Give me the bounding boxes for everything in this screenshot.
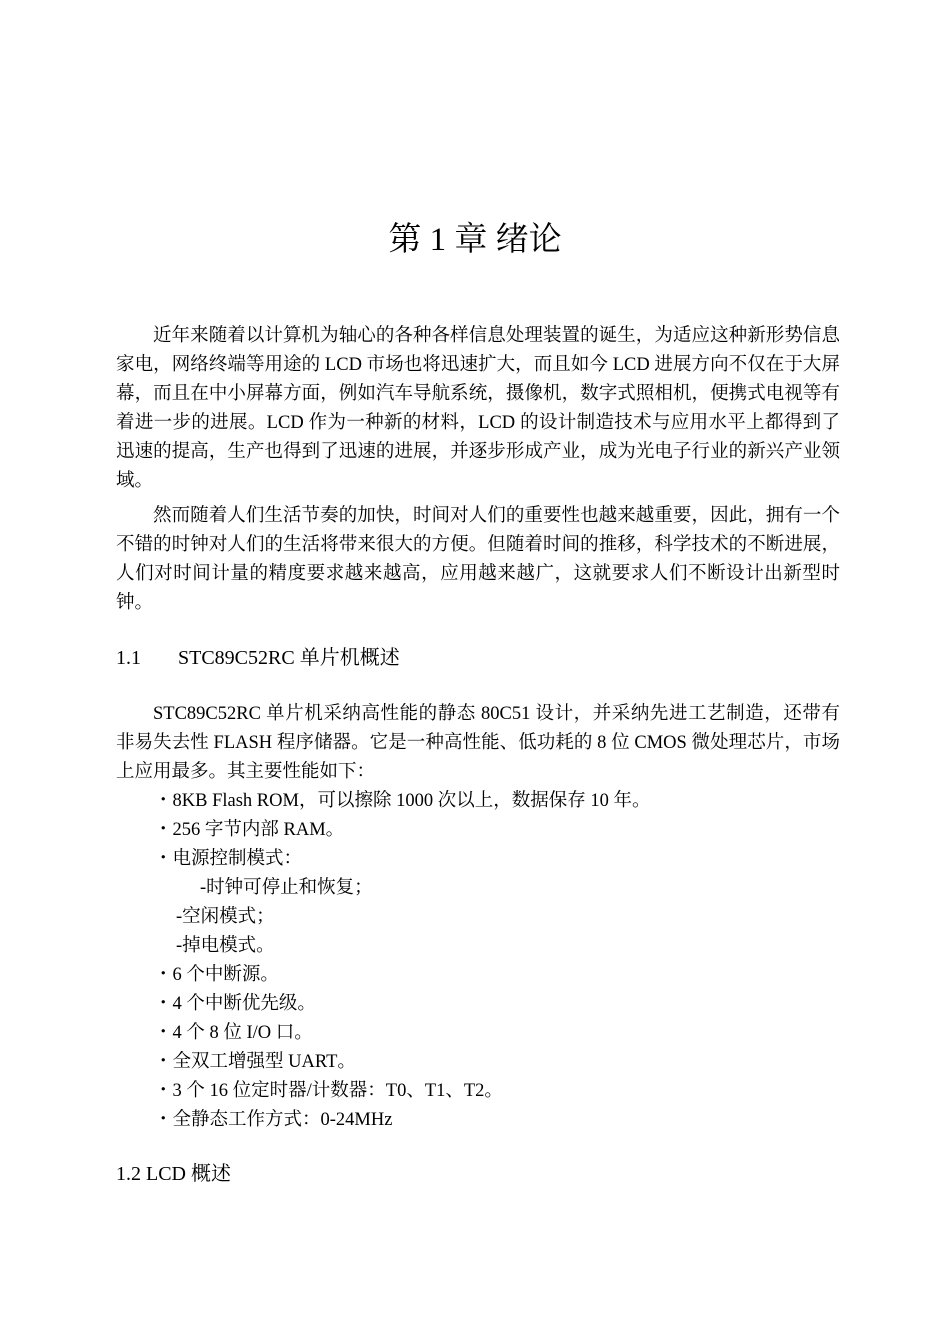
feature-item: ・全双工增强型 UART。	[154, 1052, 356, 1072]
section-heading-1-2: 1.2 LCD 概述	[116, 1163, 231, 1185]
feature-subitem: -空闲模式；	[176, 907, 275, 927]
feature-item: ・4 个中断优先级。	[154, 994, 316, 1014]
feature-item: ・全静态工作方式：0-24MHz	[154, 1110, 393, 1130]
section-heading-1-1	[116, 644, 400, 672]
mcu-paragraph: STC89C52RC 单片机采纳高性能的静态 80C51 设计，并采纳先进工艺制造，还带有非易失去性 FLASH 程序储器。它是一种高性能、低功耗的 8 位 CMOS 微处理芯片，市场上应用最多。其主要性能如下：	[116, 704, 840, 782]
intro-paragraph-2: 然而随着人们生活节奏的加快，时间对人们的重要性也越来越重要，因此，拥有一个不错的时钟对人们的生活将带来很大的方便。但随着时间的推移，科学技术的不断进展，人们对时间计量的精度要求越来越高，应用越来越广，这就要求人们不断设计出新型时钟。	[116, 506, 840, 613]
intro-paragraph-1: 近年来随着以计算机为轴心的各种各样信息处理装置的诞生，为适应这种新形势信息家电，网络终端等用途的 LCD 市场也将迅速扩大，而且如今 LCD 进展方向不仅在于大屏幕，而且在中小屏幕方面，例如汽车导航系统，摄像机，数字式照相机，便携式电视等有着进一步的进展。LCD 作为一种新的材料，LCD 的设计制造技术与应用水平上都得到了迅速的提高，生产也得到了迅速的进展，并逐步形成产业，成为光电子行业的新兴产业领域。	[116, 326, 840, 491]
feature-item: ・8KB Flash ROM，可以擦除 1000 次以上，数据保存 10 年。	[154, 791, 651, 811]
feature-item: ・3 个 16 位定时器/计数器：T0、T1、T2。	[154, 1081, 503, 1101]
chapter-title: 第 1 章 绪论	[388, 222, 562, 258]
feature-item: ・4 个 8 位 I/O 口。	[154, 1023, 313, 1043]
feature-item: ・6 个中断源。	[154, 965, 279, 985]
feature-item: ・256 字节内部 RAM。	[154, 820, 345, 840]
section-title: STC89C52RC 单片机概述	[178, 647, 400, 669]
feature-item: ・电源控制模式：	[154, 849, 303, 869]
section-number: 1.1	[116, 647, 141, 669]
feature-subitem: -掉电模式。	[176, 936, 275, 956]
feature-subitem: -时钟可停止和恢复；	[200, 878, 373, 898]
